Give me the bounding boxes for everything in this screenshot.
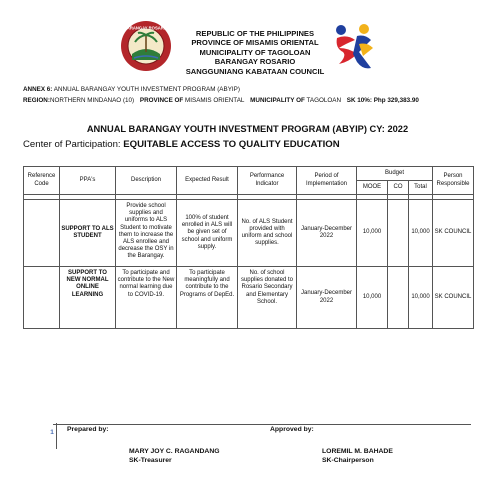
table-row (24, 267, 474, 329)
annex-value: ANNUAL BARANGAY YOUTH INVESTMENT PROGRAM (ABYIP) (53, 86, 240, 93)
cell-ppa: SUPPORT TO ALS STUDENT (60, 200, 116, 267)
cell-description: To participate and contribute to the New normal learning due to COVID-19. (116, 267, 177, 329)
province-value: MISAMIS ORIENTAL (185, 97, 245, 104)
cell-person-responsible: SK COUNCIL (433, 200, 474, 267)
cell-co (388, 267, 409, 329)
header-person-responsible: Person Responsible (433, 167, 474, 195)
annex-line (23, 86, 240, 93)
cell-expected-result: 100% of student enrolled in ALS will be given set of school and uniform supply. (177, 200, 238, 267)
cell-total: 10,000 (409, 267, 433, 329)
cell-performance-indicator: No. of school supplies donated to Rosario Secondary and Elementary School. (238, 267, 297, 329)
header-description: Description (116, 167, 177, 195)
header-expected-result: Expected Result (177, 167, 238, 195)
header-mooe: MOOE (357, 181, 388, 195)
header-ref: Reference Code (24, 167, 60, 195)
header-province: PROVINCE OF MISAMIS ORIENTAL (191, 38, 319, 48)
footer-divider (53, 424, 471, 425)
cell-co (388, 200, 409, 267)
table-header-row (24, 167, 474, 181)
page-title: ANNUAL BARANGAY YOUTH INVESTMENT PROGRAM (ABYIP) CY: 2022 (86, 124, 409, 134)
region-value: NORTHERN MINDANAO (10) (49, 97, 135, 104)
cell-expected-result: To participate meaningfully and contribute to the Programs of DepEd. (177, 267, 238, 329)
cell-person-responsible: SK COUNCIL (433, 267, 474, 329)
header-co: CO (388, 181, 409, 195)
header-barangay: BARANGAY ROSARIO (214, 57, 296, 67)
header-municipality: MUNICIPALITY OF TAGOLOAN (199, 47, 311, 57)
cell-performance-indicator: No. of ALS Student provided with uniform and school supplies. (238, 200, 297, 267)
prepared-by-role: SK-Treasurer (129, 457, 172, 464)
cell-total: 10,000 (409, 200, 433, 267)
sk-label: SK 10%: (346, 97, 372, 104)
approved-by-label: Approved by: (270, 426, 314, 433)
cell-ppa: SUPPORT TO NEW NORMAL ONLINE LEARNING (60, 267, 116, 329)
prepared-by-label: Prepared by: (67, 426, 109, 433)
center-of-participation (23, 139, 340, 150)
sk-value: Php 329,383.90 (373, 97, 419, 104)
province-label: PROVINCE OF (139, 97, 184, 104)
cell-ref (24, 267, 60, 329)
svg-text:BARANGAY ROSARIO: BARANGAY ROSARIO (123, 25, 169, 31)
cell-period: January-December 2022 (297, 200, 357, 267)
abyip-table (23, 166, 474, 329)
municipality-label: MUNICIPALITY OF (250, 97, 305, 104)
header-period: Period of Implementation (297, 167, 357, 195)
approved-by-role: SK-Chairperson (322, 457, 374, 464)
approved-by-name: LOREMIL M. BAHADE (322, 448, 393, 455)
header-performance-indicator: Performance Indicator (238, 167, 297, 195)
cell-mooe: 10,000 (357, 267, 388, 329)
header-budget: Budget (357, 167, 433, 181)
cell-ref (24, 200, 60, 267)
header-republic: REPUBLIC OF THE PHILIPPINES (195, 29, 315, 38)
table-row (24, 200, 474, 267)
cell-description: Provide school supplies and uniforms to ALS Student to motivate them to increase the ALS enrollee and decrease the OSY in the Barangay. (116, 200, 177, 267)
region-label: REGION: (23, 97, 50, 104)
municipality-value: TAGOLOAN (306, 97, 342, 104)
cell-period: January-December 2022 (297, 267, 357, 329)
center-label: Center of Participation: (23, 139, 124, 150)
region-line (23, 97, 419, 104)
document-header (160, 29, 350, 76)
annex-label: ANNEX 6: (23, 86, 53, 93)
center-value: EQUITABLE ACCESS TO QUALITY EDUCATION (123, 139, 340, 150)
header-ppa: PPA's (60, 167, 116, 195)
header-total: Total (409, 181, 433, 195)
cell-mooe: 10,000 (357, 200, 388, 267)
prepared-by-name: MARY JOY C. RAGANDANG (129, 448, 220, 455)
page-number: 1 (48, 423, 57, 449)
header-council: SANGGUNIANG KABATAAN COUNCIL (185, 66, 325, 76)
